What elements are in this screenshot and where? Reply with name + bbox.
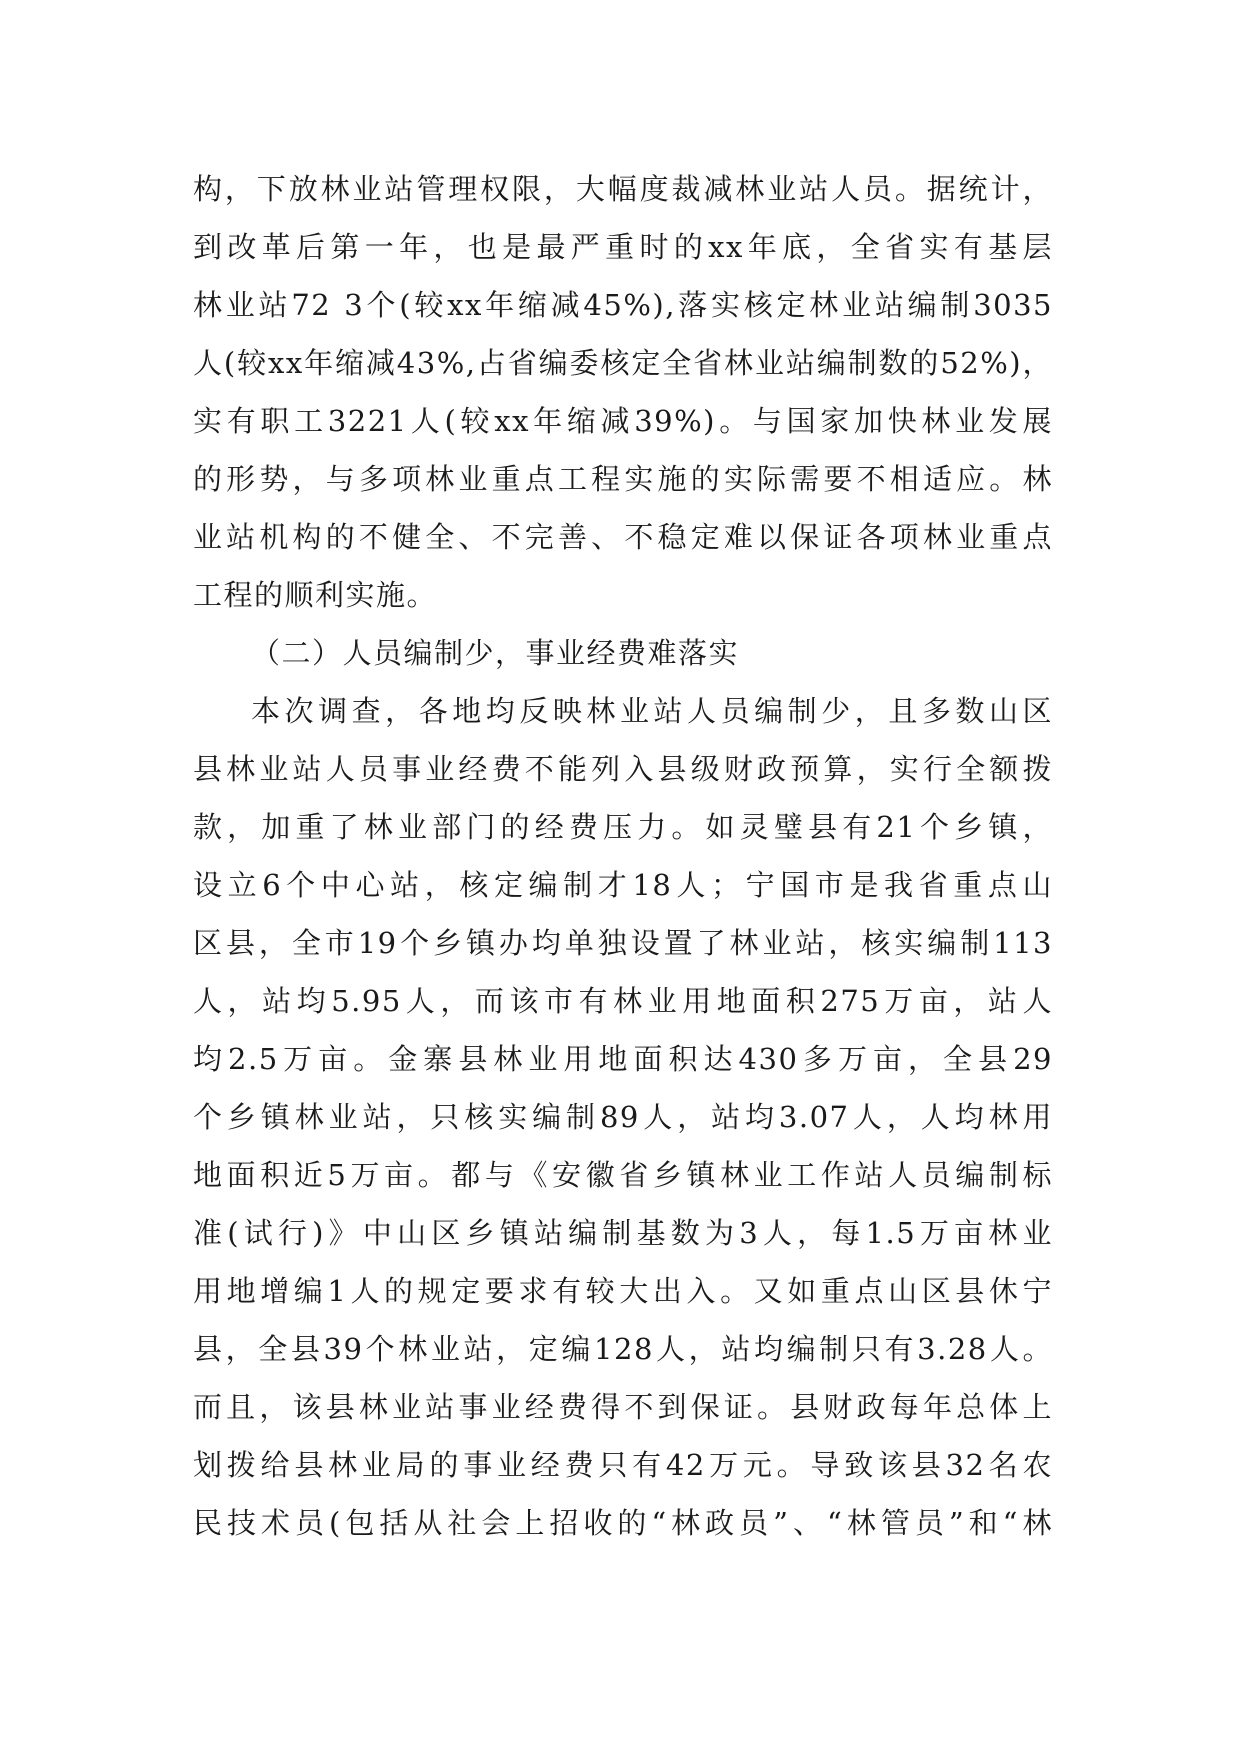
text-line: 用地增编1人的规定要求有较大出入。又如重点山区县休宁 [193,1274,1053,1308]
text-line: 设立6个中心站，核定编制才18人；宁国市是我省重点山 [193,868,1053,902]
text-line: 人(较xx年缩减43%,占省编委核定全省林业站编制数的52%)， [193,346,1053,380]
text-line: 的形势，与多项林业重点工程实施的实际需要不相适应。林 [193,462,1053,496]
text-line: 民技术员(包括从社会上招收的“林政员”、“林管员”和“林 [193,1506,1053,1540]
text-line: 准(试行)》中山区乡镇站编制基数为3人，每1.5万亩林业 [193,1216,1053,1250]
text-line: 区县，全市19个乡镇办均单独设置了林业站，核实编制113 [193,926,1053,960]
text-line: 款，加重了林业部门的经费压力。如灵璧县有21个乡镇， [193,810,1053,844]
text-line: 个乡镇林业站，只核实编制89人，站均3.07人，人均林用 [193,1100,1053,1134]
text-line: 县林业站人员事业经费不能列入县级财政预算，实行全额拨 [193,752,1053,786]
text-line: 地面积近5万亩。都与《安徽省乡镇林业工作站人员编制标 [193,1158,1053,1192]
text-line: 而且，该县林业站事业经费得不到保证。县财政每年总体上 [193,1390,1053,1424]
text-line: 到改革后第一年，也是最严重时的xx年底，全省实有基层 [193,230,1053,264]
text-line: 实有职工3221人(较xx年缩减39%)。与国家加快林业发展 [193,404,1053,438]
text-line: 工程的顺利实施。 [193,578,438,612]
body-text [193,160,1053,1552]
text-line: 人，站均5.95人，而该市有林业用地面积275万亩，站人 [193,984,1053,1018]
text-line: 林业站72 3个(较xx年缩减45%),落实核定林业站编制3035 [193,288,1053,322]
paragraph-first-line: 本次调查，各地均反映林业站人员编制少，且多数山区 [251,694,1053,728]
text-line: 均2.5万亩。金寨县林业用地面积达430多万亩，全县29 [193,1042,1053,1076]
text-line: 划拨给县林业局的事业经费只有42万元。导致该县32名农 [193,1448,1053,1482]
text-line: 构，下放林业站管理权限，大幅度裁减林业站人员。据统计， [193,172,1053,206]
section-heading: （二）人员编制少，事业经费难落实 [251,636,740,670]
text-line: 县，全县39个林业站，定编128人，站均编制只有3.28人。 [193,1332,1053,1366]
text-line: 业站机构的不健全、不完善、不稳定难以保证各项林业重点 [193,520,1053,554]
